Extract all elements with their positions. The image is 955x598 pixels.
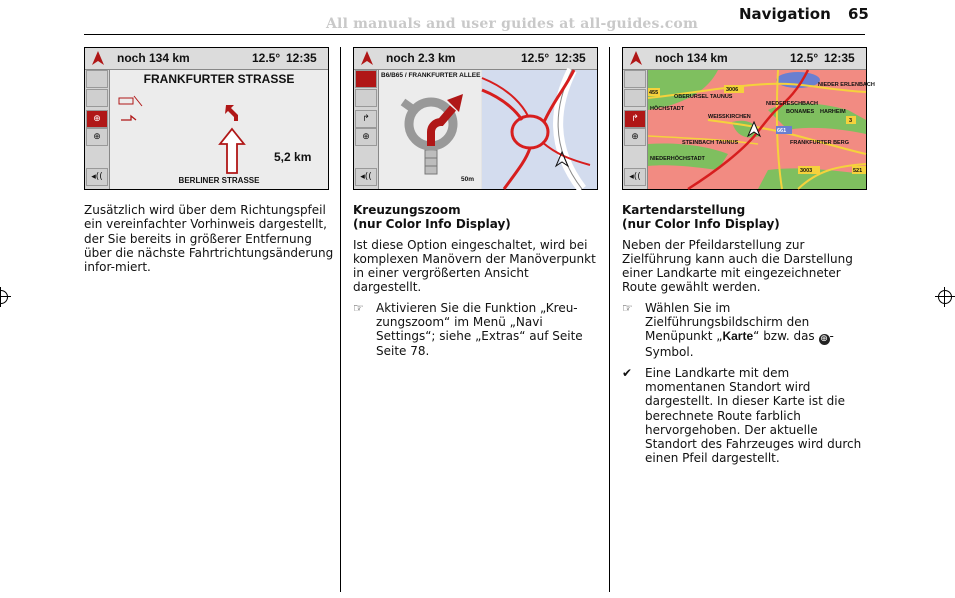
menu-button-1[interactable] [624,70,646,88]
map-view [648,70,875,189]
distance-remaining: noch 134 km [655,51,728,65]
speaker-icon: ◂(( [629,172,641,182]
junction-street: B6/B65 / FRANKFURTER ALLEE [381,72,481,79]
registration-mark-left [0,290,8,304]
clock: 12:35 [824,51,855,65]
instruction-text-middle: “ bzw. das [753,329,815,344]
kreuzungszoom-subheading: (nur Color Info Display) [353,217,511,232]
kartendarstellung-result-text: Eine Landkarte mit dem momentanen Standort wird dargestellt. In dieser Karte ist die berechnete Route farblich hervorgehoben. Der aktuelle Standort des Fahrzeuges wird durch einen Pfeil dargestellt. [645,365,862,466]
globe-icon: ⊕ [820,334,828,345]
globe-icon: ⊕ [93,114,101,124]
menu-button-2[interactable] [355,89,377,107]
zoom-button[interactable] [355,128,377,146]
instruction-text-end: -Symbol. [645,329,834,360]
audio-button[interactable] [86,168,108,186]
pointing-hand-icon: ☞ [353,300,364,315]
zoom-icon: ⊕ [631,132,639,142]
side-menu [85,70,110,189]
road-label-455: 455 [649,90,659,96]
kartendarstellung-result [622,366,868,466]
header-rule [84,34,865,35]
map-label-weisskirchen: WEISSKIRCHEN [708,114,751,120]
temperature: 12.5° [521,51,550,65]
column-divider-2 [609,47,610,592]
scale-label: 50m [461,176,475,183]
middle-column [353,203,599,358]
temperature: 12.5° [790,51,819,65]
right-column [622,203,868,466]
kartendarstellung-heading: Kartendarstellung [622,203,746,217]
clock: 12:35 [555,51,586,65]
kreuzungszoom-instruction [353,301,599,358]
map-label-niederhochstadt: NIEDERHÖCHSTADT [650,156,705,162]
junction-map-graphic [482,70,597,189]
direction-arrow-icon [629,51,643,66]
left-column [84,203,334,274]
direction-arrow-icon [360,51,374,66]
left-paragraph: Zusätzlich wird über dem Richtungspfeil ein vereinfachter Vorhinweis dargestellt, der Sie bereits in größerer Entfernung über die nächste Fahrtrichtungsänderung infor-miert. [84,203,334,275]
junction-map-view [482,70,597,189]
menu-button-1[interactable] [86,70,108,88]
roundabout-diagram [399,88,469,174]
distance-remaining: noch 2.3 km [386,51,456,65]
kartendarstellung-paragraph: Neben der Pfeildarstellung zur Zielführung kann auch die Darstellung einer Landkarte mit eingezeichneter Route gewählt werden. [622,237,853,295]
menu-item-karte: Karte [722,329,754,344]
globe-button[interactable] [86,110,108,128]
direction-arrow-icon [91,51,105,66]
arrow-view-button[interactable] [624,110,646,128]
map-label-frankfurterberg: FRANKFURTER BERG [790,140,849,146]
zoom-button[interactable] [624,128,646,146]
map-label-bonames: BONAMES [786,109,815,115]
audio-button[interactable] [624,168,646,186]
checkmark-icon: ✔ [622,365,633,380]
menu-button-2[interactable] [624,89,646,107]
kartendarstellung-subheading: (nur Color Info Display) [622,217,780,232]
next-street: BERLINER STRASSE [178,176,260,185]
speaker-icon: ◂(( [91,172,103,182]
map-label-niedererlenbach: NIEDER ERLENBACH [818,82,875,88]
guidance-view [110,70,328,189]
page-number: 65 [848,5,869,23]
road-label-661: 661 [777,128,787,134]
status-bar [85,48,328,70]
road-label-521: 521 [853,168,863,174]
column-divider-1 [340,47,341,592]
pre-turn-arrow-icon [222,103,242,123]
map-screen [622,47,875,190]
side-menu [623,70,648,189]
distance-remaining: noch 134 km [117,51,190,65]
zoom-icon: ⊕ [93,132,101,142]
audio-button[interactable] [355,168,377,186]
map-label-niedereschbach: NIEDERESCHBACH [766,101,818,107]
zoom-icon: ⊕ [362,132,370,142]
clock: 12:35 [286,51,317,65]
map-label-harheim: HARHEIM [820,109,846,115]
kreuzungszoom-instruction-text: Aktivieren Sie die Funktion „Kreu-zungszoom“ im Menü „Navi Settings“; siehe „Extras“ auf Seite Seite 78. [376,300,583,358]
map-graphic [648,70,875,189]
menu-button-2[interactable] [86,89,108,107]
side-menu [354,70,379,189]
menu-button-1[interactable] [355,70,377,88]
road-label-3006: 3006 [726,87,739,93]
arrow-view-icon: ↱ [631,114,639,124]
map-label-hochstadt: HÖCHSTADT [650,106,685,112]
junction-arrow-view [379,70,481,189]
watermark: All manuals and user guides at all-guides.com [326,16,698,32]
map-label-steinbach: STEINBACH TAUNUS [682,140,739,146]
registration-mark-right [938,290,952,304]
temperature: 12.5° [252,51,281,65]
main-direction-arrow-icon [219,128,245,174]
arrow-guidance-screen [84,47,329,190]
kreuzungszoom-paragraph: Ist diese Option eingeschaltet, wird bei komplexen Manövern der Manöverpunkt in einer vergrößerten Ansicht dargestellt. [353,237,596,295]
section-title: Navigation [739,5,831,23]
kreuzungszoom-heading: Kreuzungszoom [353,203,461,217]
road-label-3003: 3003 [800,168,813,174]
current-street: FRANKFURTER STRASSE [143,72,295,86]
zoom-button[interactable] [86,128,108,146]
road-label-3: 3 [849,118,853,124]
pointing-hand-icon: ☞ [622,300,633,315]
status-bar [354,48,597,70]
kartendarstellung-instruction [622,301,868,360]
lane-hint-icons [116,90,146,124]
turn-icon: ↱ [362,114,370,124]
status-bar [623,48,866,70]
distance-to-turn: 5,2 km [274,150,312,164]
map-label-oberursel: OBERURSEL TAUNUS [674,94,733,100]
guidance-button[interactable] [355,110,377,128]
instruction-text-start: Wählen Sie im Zielführungsbildschirm den Menüpunkt „ [645,300,810,344]
junction-zoom-screen [353,47,598,190]
speaker-icon: ◂(( [360,172,372,182]
